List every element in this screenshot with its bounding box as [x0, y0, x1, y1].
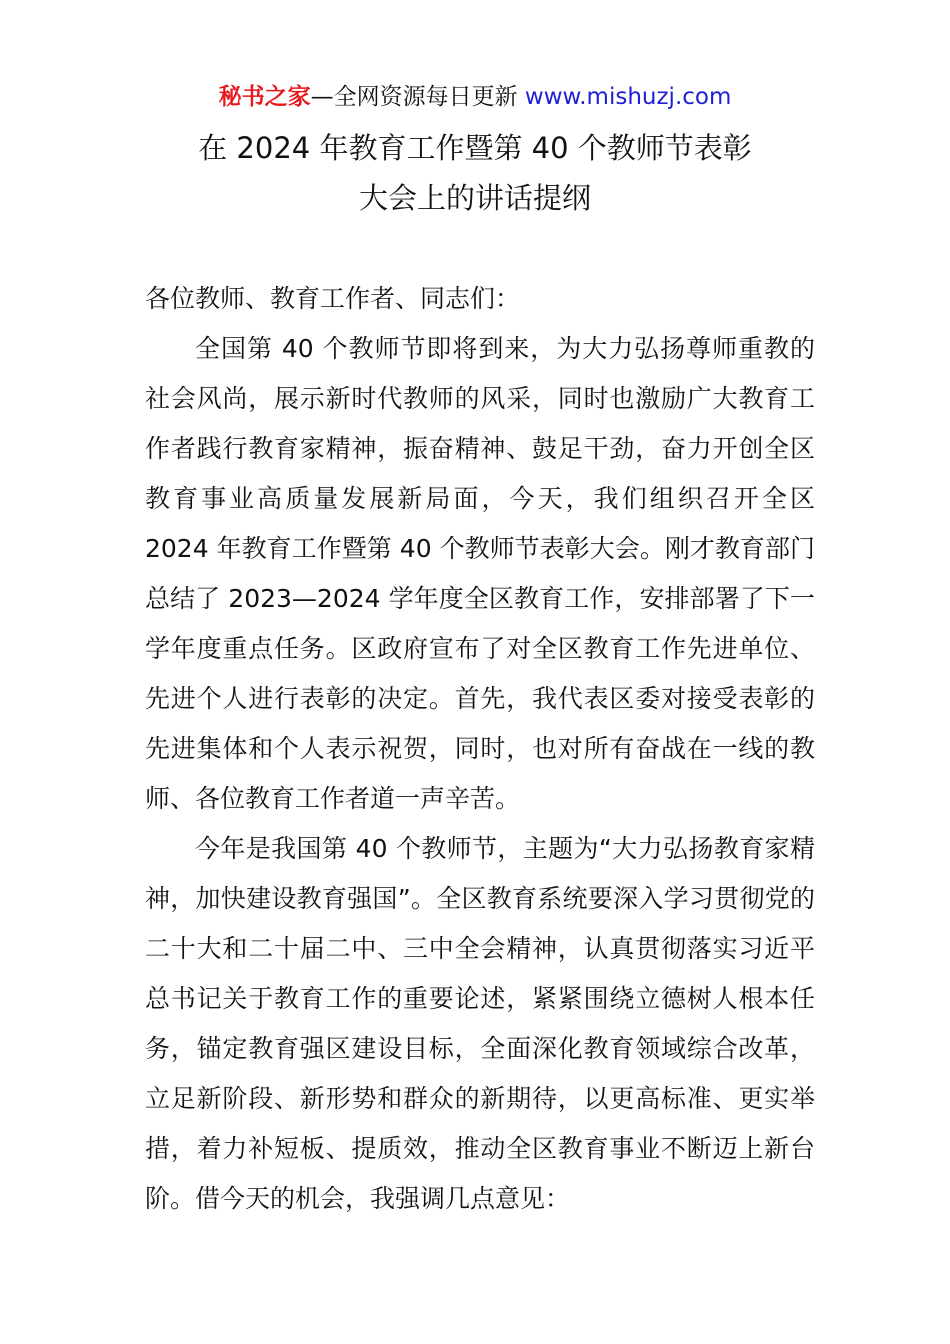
paragraph-2: 今年是我国第 40 个教师节，主题为“大力弘扬教育家精神，加快建设教育强国”。全区教育系统要深入学习贯彻党的二十大和二十届二中、三中全会精神，认真贯彻落实习近平总书记关于教育工作的重要论述，紧紧围绕立德树人根本任务，锚定教育强区建设目标，全面深化教育领域综合改革，立足新阶段、新形势和群众的新期待，以更高标准、更实举措，着力补短板、提质效，推动全区教育事业不断迈上新台阶。借今天的机会，我强调几点意见： [145, 834, 815, 1213]
salutation: 各位教师、教育工作者、同志们： [145, 284, 521, 313]
site-tagline: —全网资源每日更新 [310, 84, 525, 110]
site-url-link[interactable]: www.mishuzj.com [524, 84, 732, 110]
document-title-line-2: 大会上的讲话提纲 [358, 181, 591, 215]
paragraph-1: 全国第 40 个教师节即将到来，为大力弘扬尊师重教的社会风尚，展示新时代教师的风采，同时也激励广大教育工作者践行教育家精神，振奋精神、鼓足干劲，奋力开创全区教育事业高质量发展新局面，今天，我们组织召开全区 2024 年教育工作暨第 40 个教师节表彰大会。刚才教育部门总结了 2023—2024 学年度全区教育工作，安排部署了下一学年度重点任务。区政府宣布了对全区教育工作先进单位、先进个人进行表彰的决定。首先，我代表区委对接受表彰的先进集体和个人表示祝贺，同时，也对所有奋战在一线的教师、各位教育工作者道一声辛苦。 [145, 334, 815, 813]
site-header [0, 82, 950, 112]
brand-name: 秘书之家 [218, 84, 311, 110]
document-title-line-1: 在 2024 年教育工作暨第 40 个教师节表彰 [198, 131, 752, 165]
